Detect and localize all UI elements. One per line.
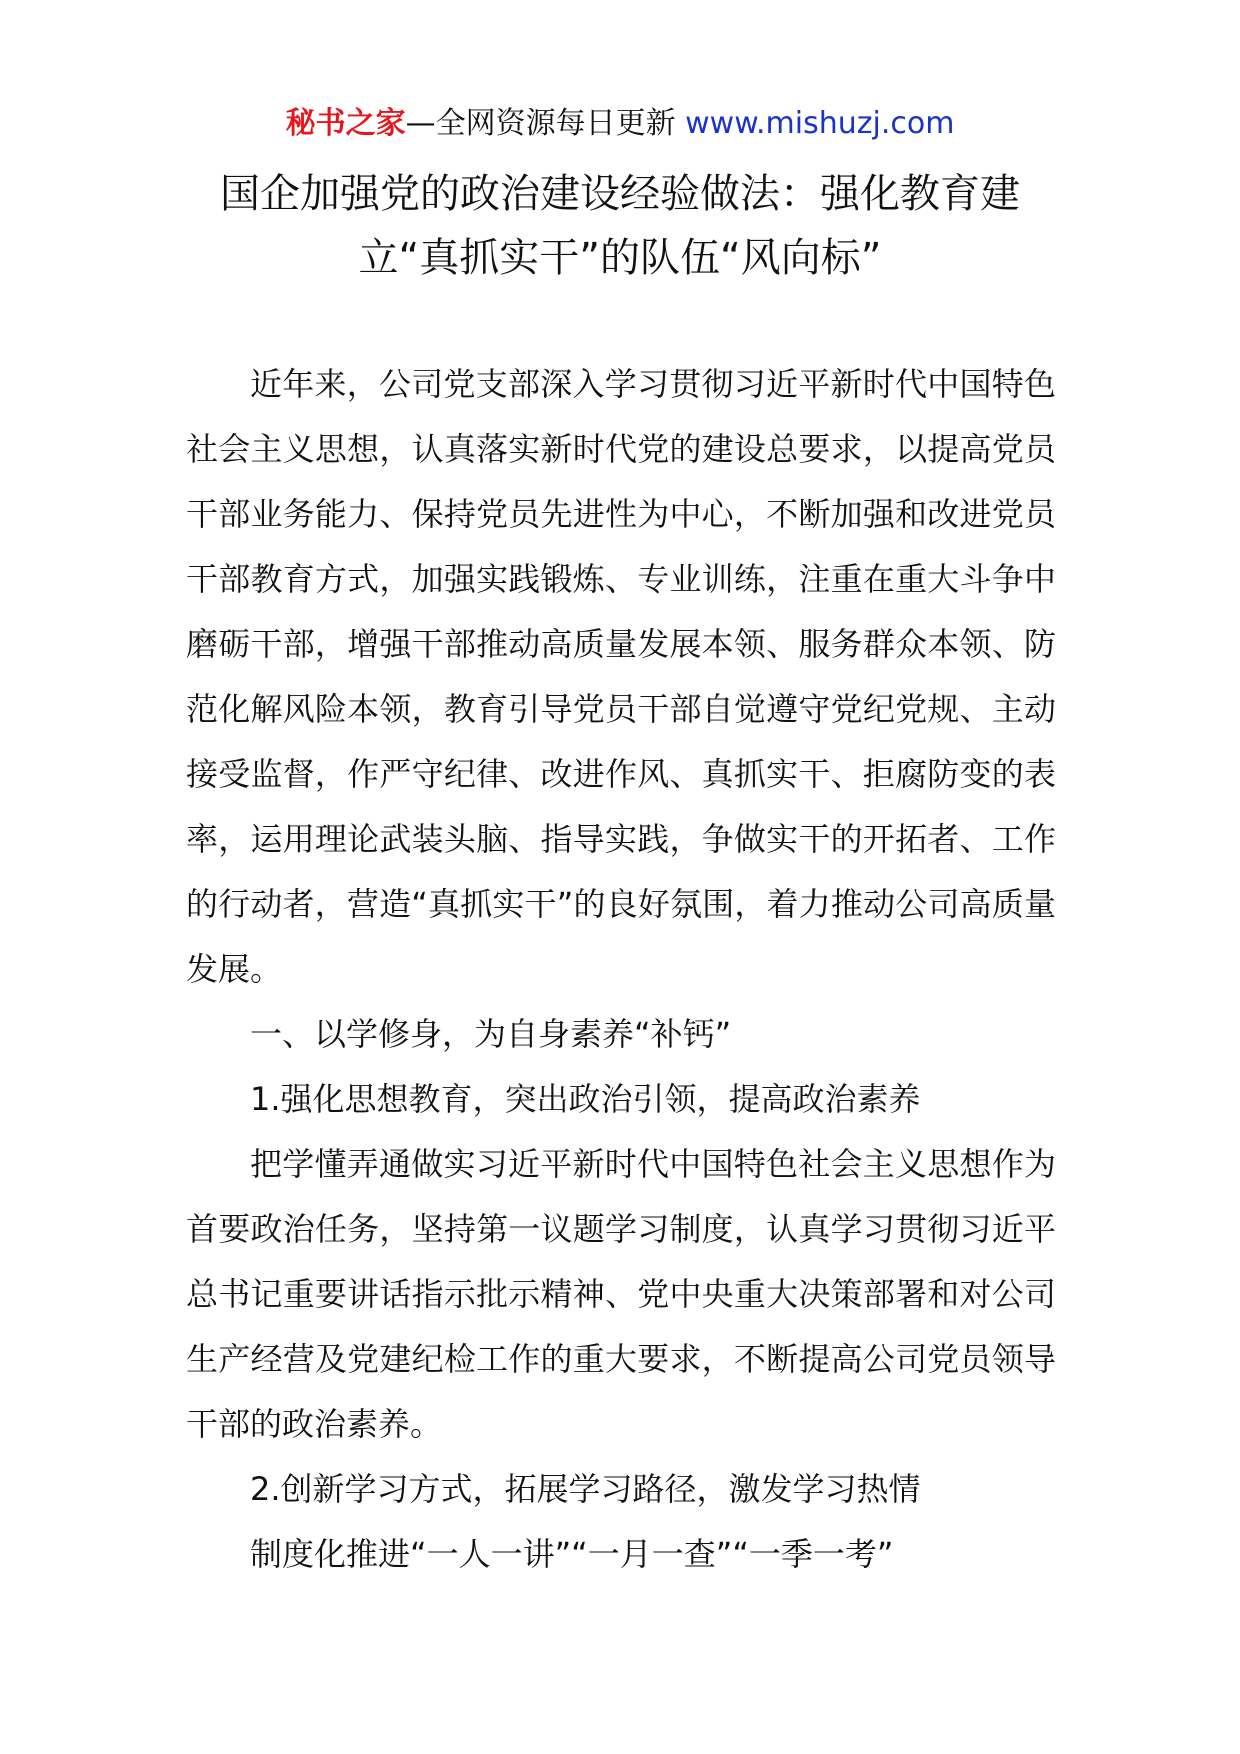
subsection-1-paragraph: 把学懂弄通做实习近平新时代中国特色社会主义思想作为首要政治任务，坚持第一议题学习制度，认真学习贯彻习近平总书记重要讲话指示批示精神、党中央重大决策部署和对公司生产经营及党建纪检工作的重大要求，不断提高公司党员领导干部的政治素养。 xyxy=(186,1145,1056,1443)
title-line-2: 立“真抓实干”的队伍“风向标” xyxy=(358,235,882,281)
section-heading-1: 一、以学修身，为自身素养“补钙” xyxy=(250,1015,732,1053)
document-title xyxy=(150,162,1090,290)
title-line-1: 国企加强党的政治建设经验做法：强化教育建 xyxy=(220,171,1020,217)
subheading-1: 1.强化思想教育，突出政治引领，提高政治素养 xyxy=(250,1080,921,1118)
site-url: www.mishuzj.com xyxy=(685,106,955,141)
brand-name: 秘书之家 xyxy=(285,106,406,141)
header-tagline: —全网资源每日更新 xyxy=(405,106,686,141)
site-header xyxy=(0,100,1240,148)
document-body xyxy=(186,352,1056,1587)
intro-paragraph: 近年来，公司党支部深入学习贯彻习近平新时代中国特色社会主义思想，认真落实新时代党的建设总要求，以提高党员干部业务能力、保持党员先进性为中心，不断加强和改进党员干部教育方式，加强实践锻炼、专业训练，注重在重大斗争中磨砺干部，增强干部推动高质量发展本领、服务群众本领、防范化解风险本领，教育引导党员干部自觉遵守党纪党规、主动接受监督，作严守纪律、改进作风、真抓实干、拒腐防变的表率，运用理论武装头脑、指导实践，争做实干的开拓者、工作的行动者，营造“真抓实干”的良好氛围，着力推动公司高质量发展。 xyxy=(186,365,1056,988)
subsection-2-paragraph: 制度化推进“一人一讲”“一月一查”“一季一考” xyxy=(250,1535,894,1573)
subheading-2: 2.创新学习方式，拓展学习路径，激发学习热情 xyxy=(250,1470,921,1508)
